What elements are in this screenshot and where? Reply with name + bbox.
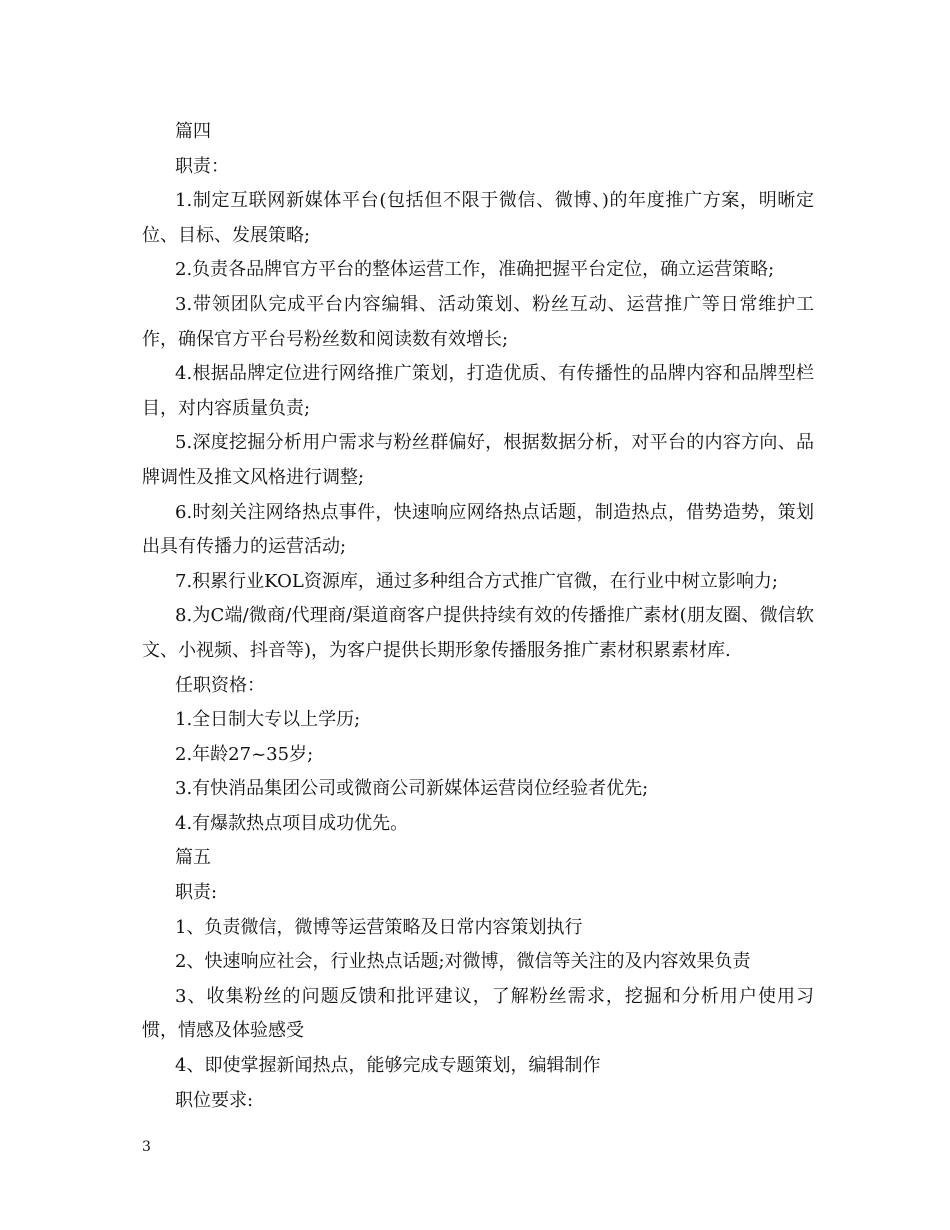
page-number: 3 <box>142 1139 151 1155</box>
duty-item: 1.制定互联网新媒体平台(包括但不限于微信、微博、)的年度推广方案，明晰定位、目标、发展策略; <box>142 190 814 246</box>
duty-item: 4、即使掌握新闻热点，能够完成专题策划，编辑制作 <box>175 1055 601 1077</box>
duty-item: 3、收集粉丝的问题反馈和批评建议，了解粉丝需求，挖掘和分析用户使用习惯，情感及体验感受 <box>142 985 814 1042</box>
section-heading: 篇四 <box>175 121 211 142</box>
duty-item: 6.时刻关注网络热点事件，快速响应网络热点话题，制造热点，借势造势，策划出具有传播力的运营活动; <box>142 501 814 558</box>
duty-item: 3.带领团队完成平台内容编辑、活动策划、粉丝互动、运营推广等日常维护工作，确保官方平台号粉丝数和阅读数有效增长; <box>142 293 814 350</box>
qualification-item: 3.有快消品集团公司或微商公司新媒体运营岗位经验者优先; <box>175 778 649 800</box>
duties-label: 职责： <box>175 155 229 177</box>
duty-item: 2.负责各品牌官方平台的整体运营工作，准确把握平台定位，确立运营策略; <box>175 259 775 281</box>
duties-label: 职责: <box>175 882 218 904</box>
qualification-item: 4.有爆款热点项目成功优先。 <box>175 812 409 834</box>
qualification-item: 2.年龄27~35岁; <box>175 743 314 765</box>
qualification-item: 1.全日制大专以上学历; <box>175 709 361 731</box>
duty-item: 8.为C端/微商/代理商/渠道商客户提供持续有效的传播推广素材(朋友圈、微信软文、小视频、抖音等)，为客户提供长期形象传播服务推广素材积累素材库. <box>142 605 814 661</box>
duty-item: 7.积累行业KOL资源库，通过多种组合方式推广官微，在行业中树立影响力; <box>175 570 778 592</box>
requirements-label: 职位要求: <box>175 1089 254 1111</box>
duty-item: 1、负责微信，微博等运营策略及日常内容策划执行 <box>175 916 583 938</box>
duty-item: 2、快速响应社会，行业热点话题;对微博，微信等关注的及内容效果负责 <box>175 951 751 973</box>
section-heading: 篇五 <box>175 847 211 869</box>
duty-item: 4.根据品牌定位进行网络推广策划，打造优质、有传播性的品牌内容和品牌型栏目，对内容质量负责; <box>142 363 814 419</box>
document-body <box>142 115 814 1118</box>
duty-item: 5.深度挖掘分析用户需求与粉丝群偏好，根据数据分析，对平台的内容方向、品牌调性及推文风格进行调整; <box>142 432 814 488</box>
qualifications-label: 任职资格： <box>175 674 265 696</box>
